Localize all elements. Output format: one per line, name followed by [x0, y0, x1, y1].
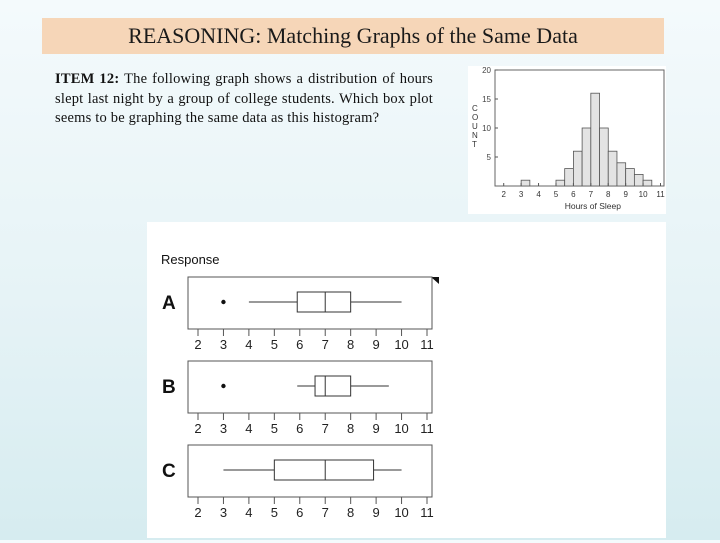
histogram-bar [591, 93, 600, 186]
item-label: ITEM 12: [55, 71, 120, 87]
x-tick-label: 6 [296, 421, 304, 436]
question-text [55, 70, 433, 129]
y-tick-label: 15 [482, 95, 491, 104]
response-header: Response [161, 252, 220, 267]
histogram-bar [600, 128, 609, 186]
iqr-box [315, 376, 351, 396]
histogram-bar [582, 128, 591, 186]
x-tick-label: 2 [194, 337, 202, 352]
x-tick-label: 9 [372, 505, 380, 520]
x-tick-label: 6 [571, 190, 576, 199]
y-axis-label-letter: T [472, 140, 477, 149]
x-tick-label: 3 [219, 505, 228, 520]
x-tick-label: 7 [588, 190, 594, 199]
x-tick-label: 11 [420, 337, 434, 352]
x-tick-label: 6 [296, 337, 304, 352]
histogram-panel [468, 66, 666, 214]
x-tick-label: 5 [553, 190, 559, 199]
x-tick-label: 2 [194, 421, 202, 436]
histogram-bar [643, 180, 652, 186]
x-tick-label: 6 [296, 505, 304, 520]
histogram-bar [626, 169, 635, 186]
response-option-a: A [162, 293, 176, 314]
outlier-point [221, 384, 225, 388]
x-tick-label: 10 [394, 337, 409, 352]
y-axis-label-letter: C [472, 104, 478, 113]
x-tick-label: 5 [270, 505, 278, 520]
x-tick-label: 5 [270, 337, 278, 352]
page-title: REASONING: Matching Graphs of the Same Data [128, 23, 578, 48]
response-option-b: B [162, 377, 176, 398]
y-tick-label: 10 [482, 124, 491, 133]
x-tick-label: 10 [394, 421, 409, 436]
x-tick-label: 7 [321, 505, 329, 520]
x-tick-label: 10 [638, 190, 648, 199]
x-tick-label: 3 [219, 337, 228, 352]
title-bar [42, 18, 664, 54]
histogram-bar [608, 151, 617, 186]
iqr-box [274, 460, 373, 480]
x-tick-label: 2 [501, 190, 506, 199]
boxplot-panel [147, 222, 666, 538]
x-tick-label: 7 [321, 421, 329, 436]
x-tick-label: 11 [420, 421, 434, 436]
x-tick-label: 4 [245, 505, 253, 520]
x-tick-label: 9 [372, 337, 380, 352]
x-tick-label: 11 [656, 190, 665, 199]
y-axis-label-letter: U [472, 122, 478, 131]
histogram-bar [565, 169, 574, 186]
histogram-bar [617, 163, 626, 186]
y-tick-label: 5 [486, 153, 491, 162]
x-tick-label: 3 [518, 190, 524, 199]
x-tick-label: 5 [270, 421, 278, 436]
outlier-point [221, 300, 225, 304]
x-tick-label: 2 [194, 505, 202, 520]
x-tick-label: 10 [394, 505, 409, 520]
x-tick-label: 4 [245, 421, 253, 436]
response-option-c: C [162, 461, 176, 482]
x-axis-label: Hours of Sleep [564, 201, 621, 211]
y-axis-label-letter: N [472, 131, 478, 140]
x-tick-label: 9 [623, 190, 628, 199]
x-tick-label: 4 [536, 190, 541, 199]
x-tick-label: 11 [420, 505, 434, 520]
histogram-chart [468, 66, 666, 214]
histogram-bar [634, 174, 643, 186]
iqr-box [297, 292, 350, 312]
x-tick-label: 8 [606, 190, 611, 199]
histogram-bar [556, 180, 565, 186]
boxplot-chart [147, 222, 666, 538]
item-body: The following graph shows a distribution of hours slept last night by a group of college students. Which box plot seems to be graphing the same data as this histogram? [55, 71, 433, 126]
histogram-bar [573, 151, 582, 186]
x-tick-label: 8 [347, 421, 355, 436]
x-tick-label: 8 [347, 505, 355, 520]
x-tick-label: 4 [245, 337, 253, 352]
histogram-bar [521, 180, 530, 186]
x-tick-label: 9 [372, 421, 380, 436]
x-tick-label: 8 [347, 337, 355, 352]
x-tick-label: 7 [321, 337, 329, 352]
x-tick-label: 3 [219, 421, 228, 436]
y-axis-label-letter: O [472, 113, 479, 122]
y-tick-label: 20 [482, 66, 491, 75]
